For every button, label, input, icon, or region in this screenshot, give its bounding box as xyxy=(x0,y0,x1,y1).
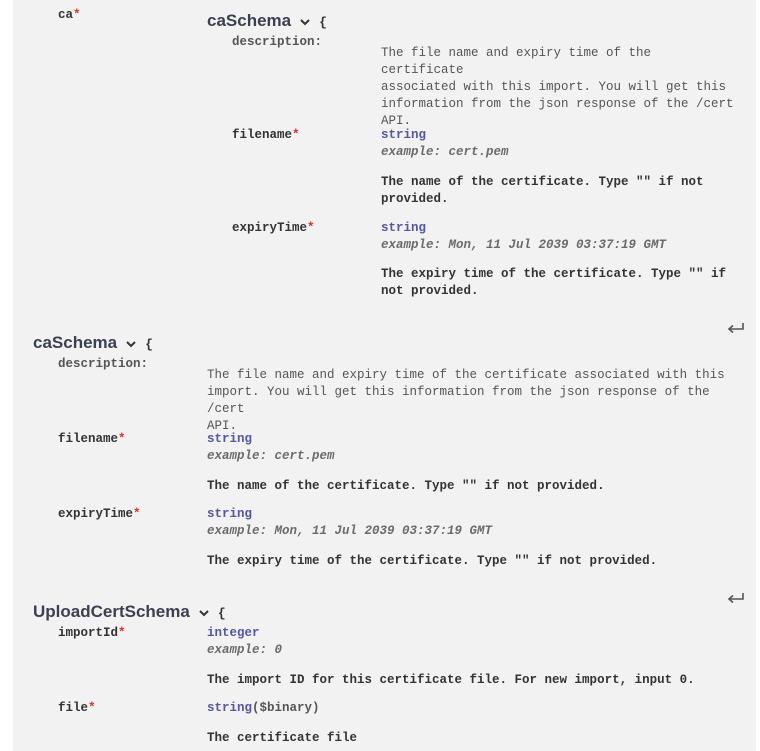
description-line: API. xyxy=(207,419,238,433)
description-line: not provided. xyxy=(381,284,479,298)
property-description xyxy=(381,174,741,208)
description-line: API. xyxy=(381,114,412,128)
chevron-down-icon[interactable] xyxy=(299,16,311,28)
property-description: The expiry time of the certificate. Type "" if not provided. xyxy=(207,554,658,568)
property-expirytime xyxy=(232,221,315,235)
description-line: import. You will get this information from the json response of the /cert xyxy=(207,385,710,416)
open-brace: { xyxy=(319,15,327,30)
property-example: example: 0 xyxy=(207,643,283,657)
chevron-down-icon[interactable] xyxy=(198,607,210,619)
nested-model-header[interactable] xyxy=(207,11,327,31)
property-description: The name of the certificate. Type "" if not provided. xyxy=(207,479,605,493)
required-asterisk: * xyxy=(118,626,126,640)
property-name: ca xyxy=(58,8,74,22)
property-description: The certificate file xyxy=(207,731,358,745)
required-asterisk: * xyxy=(307,221,315,235)
property-type: string xyxy=(207,432,253,446)
property-type: string xyxy=(207,507,253,521)
required-asterisk: * xyxy=(292,128,300,142)
required-asterisk: * xyxy=(73,8,81,22)
property-expirytime xyxy=(58,507,141,521)
property-example: example: cert.pem xyxy=(207,449,335,463)
property-type xyxy=(207,701,320,715)
property-file xyxy=(58,701,96,715)
return-arrow-icon[interactable] xyxy=(727,592,745,604)
uploadcertschema-model-header[interactable] xyxy=(33,602,226,622)
type-name: string xyxy=(207,701,253,715)
property-type: integer xyxy=(207,626,260,640)
property-type: string xyxy=(381,128,427,142)
property-filename xyxy=(58,432,126,446)
description-text xyxy=(381,45,741,130)
model-title[interactable]: caSchema xyxy=(207,11,292,30)
description-line: The file name and expiry time of the certificate associated with this xyxy=(207,368,725,382)
property-example: example: cert.pem xyxy=(381,145,509,159)
required-asterisk: * xyxy=(133,507,141,521)
open-brace: { xyxy=(145,337,153,352)
description-line: information from the json response of the /cert xyxy=(381,97,734,111)
property-name: expiryTime xyxy=(232,221,308,235)
property-description: The import ID for this certificate file. For new import, input 0. xyxy=(207,673,695,687)
chevron-down-icon[interactable] xyxy=(125,338,137,350)
description-text xyxy=(207,367,747,435)
return-arrow-icon[interactable] xyxy=(727,322,745,334)
description-line: associated with this import. You will get this xyxy=(381,80,727,94)
required-asterisk: * xyxy=(118,432,126,446)
property-description xyxy=(381,266,741,300)
property-name: importId xyxy=(58,626,119,640)
description-line: The file name and expiry time of the certificate xyxy=(381,46,652,77)
description-label: description: xyxy=(232,35,323,49)
property-filename xyxy=(232,128,300,142)
property-importid xyxy=(58,626,126,640)
property-name: expiryTime xyxy=(58,507,134,521)
caschema-model-header[interactable] xyxy=(33,333,153,353)
property-example: example: Mon, 11 Jul 2039 03:37:19 GMT xyxy=(207,524,493,538)
required-asterisk: * xyxy=(88,701,96,715)
property-example: example: Mon, 11 Jul 2039 03:37:19 GMT xyxy=(381,238,667,252)
type-format: ($binary) xyxy=(252,701,320,715)
property-ca xyxy=(58,8,81,22)
model-title[interactable]: caSchema xyxy=(33,333,118,352)
description-line: The name of the certificate. Type "" if not xyxy=(381,175,704,189)
model-title[interactable]: UploadCertSchema xyxy=(33,602,190,621)
property-type: string xyxy=(381,221,427,235)
property-name: filename xyxy=(58,432,119,446)
description-label: description: xyxy=(58,357,149,371)
property-name: file xyxy=(58,701,89,715)
property-name: filename xyxy=(232,128,293,142)
open-brace: { xyxy=(217,606,226,621)
description-line: The expiry time of the certificate. Type "" if xyxy=(381,267,727,281)
description-line: provided. xyxy=(381,192,449,206)
